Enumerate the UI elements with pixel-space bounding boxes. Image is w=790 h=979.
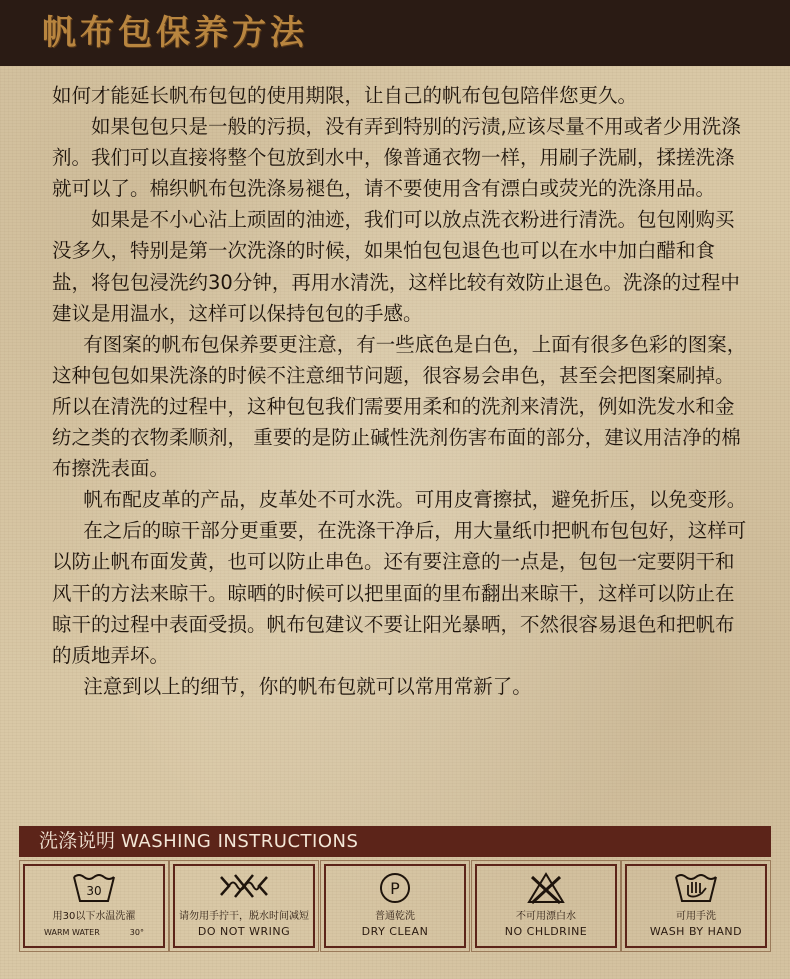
instructions-title-cn: 洗涤说明 — [39, 830, 116, 852]
paragraph-closing: 注意到以上的细节，你的帆布包就可以常用常新了。 — [83, 674, 532, 698]
care-symbol-row — [19, 860, 771, 952]
page-title: 帆布包保养方法 — [42, 13, 308, 53]
paragraph-leather: 帆布配皮革的产品，皮革处不可水洗。可用皮膏擦拭，避免折压，以免变形。 — [83, 488, 747, 512]
wash-30-icon — [72, 871, 116, 905]
care-label-en: WARM WATER 30° — [44, 928, 144, 937]
svg-text:30: 30 — [86, 884, 102, 898]
care-cell-warm-water — [19, 860, 169, 952]
care-label-temp: 30° — [129, 928, 144, 937]
washing-instructions-title — [39, 826, 358, 857]
dry-clean-icon — [378, 871, 412, 905]
do-not-wring-icon — [217, 871, 271, 901]
care-label-cn: 普通乾洗 — [375, 911, 415, 922]
no-chlorine-icon — [526, 871, 566, 905]
paragraph-stains: 如果包包只是一般的污损，没有弄到特别的污渍,应该尽量不用或者少用洗涤剂。我们可以直接将整个包放到水中，像普通衣物一样，用刷子洗刷，揉搓洗涤就可以了。棉织帆布包洗涤易褪色，请不要使用含有漂白或荧光的洗涤用品。 — [52, 115, 741, 201]
paragraph-patterns: 有图案的帆布包保养要更注意，有一些底色是白色，上面有很多色彩的图案，这种包包如果洗涤的时候不注意细节问题，很容易会串色，甚至会把图案刷掉。所以在清洗的过程中，这种包包我们需要用柔和的洗剂来清洗，例如洗发水和金纺之类的衣物柔顺剂， 重要的是防止碱性洗剂伤害布面的部分，建议用洁净的棉布擦洗表面。 — [52, 332, 747, 481]
svg-text:P: P — [390, 879, 400, 898]
header-bar — [0, 0, 790, 66]
care-label-en: DO NOT WRING — [197, 925, 291, 938]
care-label-en: DRY CLEAN — [361, 925, 429, 938]
care-cell-do-not-wring — [169, 860, 319, 952]
care-label-cn: 可用手洗 — [676, 911, 716, 922]
care-label-cn: 请勿用手拧干，脱水时间减短 — [179, 911, 309, 922]
paragraph-drying: 在之后的晾干部分更重要，在洗涤干净后，用大量纸巾把帆布包包好，这样可以防止帆布面发黄，也可以防止串色。还有要注意的一点是，包包一定要阴干和风干的方法来晾干。晾晒的时候可以把里面的里布翻出来晾干，这样可以防止在晾干的过程中表面受损。帆布包建议不要让阳光暴晒，不然很容易退色和把帆布的质地弄坏。 — [52, 519, 747, 667]
care-label-cn: 不可用漂白水 — [516, 911, 576, 922]
care-label-cn: 用30以下水温洗濯 — [52, 911, 136, 922]
paragraph-intro: 如何才能延长帆布包包的使用期限，让自己的帆布包包陪伴您更久。 — [52, 84, 638, 107]
care-label-en: NO CHLDRINE — [504, 925, 588, 938]
instructions-title-en: WASHING INSTRUCTIONS — [121, 831, 359, 852]
hand-wash-icon — [674, 871, 718, 905]
article-body — [52, 80, 752, 702]
washing-instructions-bar — [19, 826, 771, 857]
care-cell-no-chlorine — [471, 860, 621, 952]
paragraph-oil: 如果是不小心沾上顽固的油迹，我们可以放点洗衣粉进行清洗。包包刚购买没多久，特别是第一次洗涤的时候，如果怕包包退色也可以在水中加白醋和食盐，将包包浸洗约30分钟，再用水清洗，这样比较有效防止退色。洗涤的过程中建议是用温水，这样可以保持包包的手感。 — [52, 208, 740, 325]
care-label-en: WASH BY HAND — [649, 925, 743, 938]
care-cell-hand-wash — [621, 860, 771, 952]
care-cell-dry-clean — [320, 860, 470, 952]
